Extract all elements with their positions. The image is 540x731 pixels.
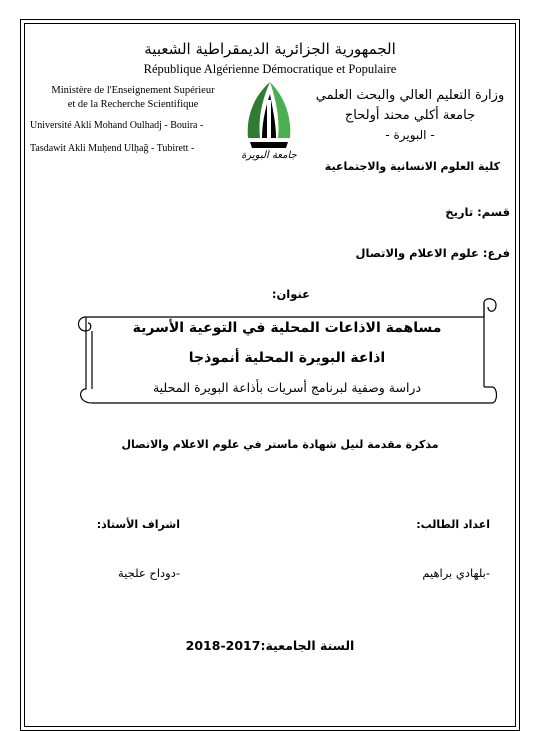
department: قسم: تاريخ xyxy=(445,205,510,219)
university-logo xyxy=(240,76,298,168)
republic-french: République Algérienne Démocratique et Populaire xyxy=(143,62,397,76)
logo-caption: جامعة البويرة xyxy=(241,150,297,161)
student-label: اعداد الطالب: xyxy=(416,518,490,531)
title-label: عنوان: xyxy=(271,287,310,301)
ministry-french-line2: et de la Recherche Scientifique xyxy=(67,99,199,110)
logo-emblem-icon xyxy=(240,76,298,154)
faculty-arabic: كلية العلوم الانسانية والاجتماعية xyxy=(324,160,500,173)
branch: فرع: علوم الاعلام والاتصال xyxy=(355,246,510,260)
memo-statement: مذكرة مقدمة لنيل شهادة ماستر في علوم الاعلام والاتصال xyxy=(121,438,439,451)
supervisor-name: -دوداح علجية xyxy=(118,566,180,580)
university-french-line1: Université Akli Mohand Oulhadj - Bouira - xyxy=(30,120,204,131)
city-arabic: - البويرة - xyxy=(385,128,435,142)
student-name: -بلهادي براهيم xyxy=(422,566,490,580)
academic-year: السنة الجامعية:2017-2018 xyxy=(185,638,355,653)
thesis-title-line1: مساهمة الاذاعات المحلية في التوعية الأسرية xyxy=(132,320,442,336)
ministry-french-line1: Ministère de l'Enseignement Supérieur xyxy=(51,85,215,96)
thesis-title-line2: اذاعة البويرة المحلية أنموذجا xyxy=(188,350,386,366)
ministry-arabic: وزارة التعليم العالي والبحث العلمي xyxy=(315,88,505,103)
university-french-line2: Tasdawit Akli Muḥend Ulḥağ - Tubirett - xyxy=(30,143,195,154)
university-arabic: جامعة أكلي محند أولحاج xyxy=(344,108,476,123)
supervisor-label: اشراف الأستاذ: xyxy=(96,518,180,531)
republic-arabic: الجمهورية الجزائرية الديمقراطية الشعبية xyxy=(144,40,396,58)
ministry-french xyxy=(28,84,238,112)
thesis-subtitle: دراسة وصفية لبرنامج أسريات بأذاعة البويرة المحلية xyxy=(152,380,422,395)
